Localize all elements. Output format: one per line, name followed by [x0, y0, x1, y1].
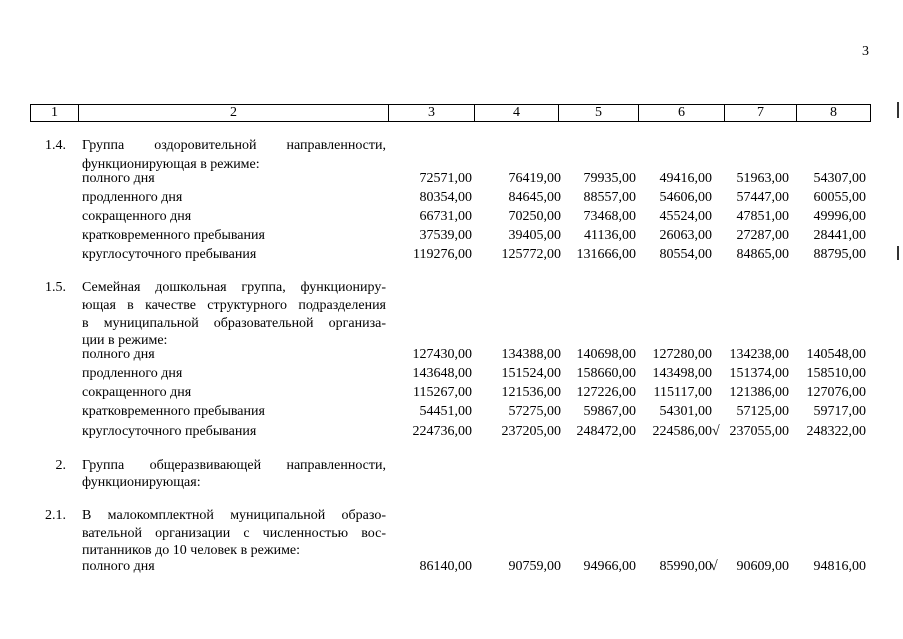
handwritten-check-mark: √ — [712, 424, 720, 439]
cell-col-8: 60055,00 — [813, 190, 866, 205]
row-label: круглосуточного пребывания — [82, 424, 257, 439]
cell-col-8: 248322,00 — [806, 424, 866, 439]
table-row — [0, 207, 903, 226]
cell-col-6: 127280,00 — [652, 347, 712, 362]
section-title-line: в муниципальной образовательной организа- — [82, 316, 386, 331]
cell-col-3: 119276,00 — [413, 247, 472, 262]
section-title-line: Группа оздоровительной направленности, — [82, 138, 386, 153]
page-number: 3 — [862, 44, 869, 59]
table-row — [0, 364, 903, 383]
cell-col-4: 151524,00 — [501, 366, 561, 381]
cell-col-7: 90609,00 — [736, 559, 789, 574]
cell-col-7: 27287,00 — [736, 228, 789, 243]
cell-col-3: 72571,00 — [419, 171, 472, 186]
cell-col-6: 115117,00 — [653, 385, 712, 400]
cell-col-6: 26063,00 — [659, 228, 712, 243]
row-label: сокращенного дня — [82, 385, 192, 400]
section-title-line: вательной организации с численностью вос- — [82, 526, 386, 541]
cell-col-5: 79935,00 — [583, 171, 636, 186]
section-title-line: питанников до 10 человек в режиме: — [82, 543, 301, 558]
cell-col-6: 54301,00 — [659, 404, 712, 419]
header-col-7: 7 — [725, 105, 797, 122]
section-number: 2. — [55, 458, 66, 473]
header-col-8: 8 — [797, 105, 871, 122]
table-row — [0, 188, 903, 207]
section-title-line: Группа общеразвивающей направленности, — [82, 458, 386, 473]
table-row — [0, 557, 903, 576]
column-number-header — [30, 104, 871, 122]
cell-col-4: 237205,00 — [501, 424, 561, 439]
table-row — [0, 402, 903, 421]
cell-col-4: 76419,00 — [508, 171, 561, 186]
cell-col-7: 121386,00 — [729, 385, 789, 400]
cell-col-6: 224586,00 — [652, 424, 712, 439]
row-label: кратковременного пребывания — [82, 228, 265, 243]
cell-col-7: 57125,00 — [736, 404, 789, 419]
section-number: 1.5. — [45, 280, 66, 295]
row-label: кратковременного пребывания — [82, 404, 265, 419]
cell-col-7: 47851,00 — [736, 209, 789, 224]
cell-col-3: 127430,00 — [412, 347, 472, 362]
section-title-line: В малокомплектной муниципальной образо- — [82, 508, 386, 523]
cell-col-7: 134238,00 — [729, 347, 789, 362]
cell-col-7: 237055,00 — [729, 424, 789, 439]
table-row — [0, 169, 903, 188]
cell-col-4: 121536,00 — [501, 385, 561, 400]
row-label: круглосуточного пребывания — [82, 247, 257, 262]
cell-col-6: 49416,00 — [659, 171, 712, 186]
cell-col-3: 37539,00 — [419, 228, 472, 243]
section-title-line: функционирующая: — [82, 475, 201, 490]
cell-col-4: 84645,00 — [508, 190, 561, 205]
row-label: полного дня — [82, 171, 155, 186]
cell-col-4: 70250,00 — [508, 209, 561, 224]
cell-col-3: 54451,00 — [419, 404, 472, 419]
table-row — [0, 383, 903, 402]
table-row — [0, 226, 903, 245]
row-label: сокращенного дня — [82, 209, 192, 224]
scan-edge-mark — [897, 102, 899, 118]
cell-col-6: 80554,00 — [659, 247, 712, 262]
cell-col-4: 125772,00 — [501, 247, 561, 262]
cell-col-6: 45524,00 — [659, 209, 712, 224]
table-row — [0, 345, 903, 364]
cell-col-5: 59867,00 — [583, 404, 636, 419]
section-number: 1.4. — [45, 138, 66, 153]
cell-col-3: 86140,00 — [419, 559, 472, 574]
cell-col-3: 143648,00 — [412, 366, 472, 381]
header-col-4: 4 — [475, 105, 559, 122]
cell-col-7: 57447,00 — [736, 190, 789, 205]
cell-col-5: 140698,00 — [576, 347, 636, 362]
section-title-line: ющая в качестве структурного подразделения — [82, 298, 386, 313]
cell-col-7: 151374,00 — [729, 366, 789, 381]
cell-col-8: 54307,00 — [813, 171, 866, 186]
cell-col-4: 57275,00 — [508, 404, 561, 419]
cell-col-5: 127226,00 — [576, 385, 636, 400]
row-label: продленного дня — [82, 190, 183, 205]
cell-col-5: 94966,00 — [583, 559, 636, 574]
cell-col-5: 248472,00 — [576, 424, 636, 439]
cell-col-4: 90759,00 — [508, 559, 561, 574]
row-label: продленного дня — [82, 366, 183, 381]
scan-edge-mark — [897, 246, 899, 260]
cell-col-3: 66731,00 — [419, 209, 472, 224]
row-label: полного дня — [82, 347, 155, 362]
header-col-2: 2 — [79, 105, 389, 122]
cell-col-6: 54606,00 — [659, 190, 712, 205]
cell-col-3: 80354,00 — [419, 190, 472, 205]
section-title-line: Семейная дошкольная группа, функциониру- — [82, 280, 386, 295]
cell-col-6: 85990,00 — [659, 559, 712, 574]
cell-col-8: 88795,00 — [813, 247, 866, 262]
cell-col-3: 224736,00 — [412, 424, 472, 439]
cell-col-8: 140548,00 — [806, 347, 866, 362]
header-col-3: 3 — [389, 105, 475, 122]
cell-col-8: 158510,00 — [806, 366, 866, 381]
cell-col-8: 94816,00 — [813, 559, 866, 574]
cell-col-8: 59717,00 — [813, 404, 866, 419]
table-row — [0, 422, 903, 441]
cell-col-4: 39405,00 — [508, 228, 561, 243]
cell-col-8: 49996,00 — [813, 209, 866, 224]
cell-col-8: 28441,00 — [813, 228, 866, 243]
cell-col-6: 143498,00 — [652, 366, 712, 381]
cell-col-7: 51963,00 — [736, 171, 789, 186]
cell-col-5: 73468,00 — [583, 209, 636, 224]
header-col-6: 6 — [639, 105, 725, 122]
handwritten-check-mark: √ — [710, 559, 718, 574]
cell-col-5: 41136,00 — [584, 228, 636, 243]
cell-col-4: 134388,00 — [501, 347, 561, 362]
table-row — [0, 245, 903, 264]
section-number: 2.1. — [45, 508, 66, 523]
row-label: полного дня — [82, 559, 155, 574]
section-title-line: ции в режиме: — [82, 333, 168, 348]
cell-col-5: 88557,00 — [583, 190, 636, 205]
header-col-5: 5 — [559, 105, 639, 122]
cell-col-3: 115267,00 — [413, 385, 472, 400]
cell-col-5: 158660,00 — [576, 366, 636, 381]
cell-col-5: 131666,00 — [576, 247, 636, 262]
cell-col-7: 84865,00 — [736, 247, 789, 262]
section-title-line: функционирующая в режиме: — [82, 157, 260, 172]
cell-col-8: 127076,00 — [806, 385, 866, 400]
header-col-1: 1 — [31, 105, 79, 122]
